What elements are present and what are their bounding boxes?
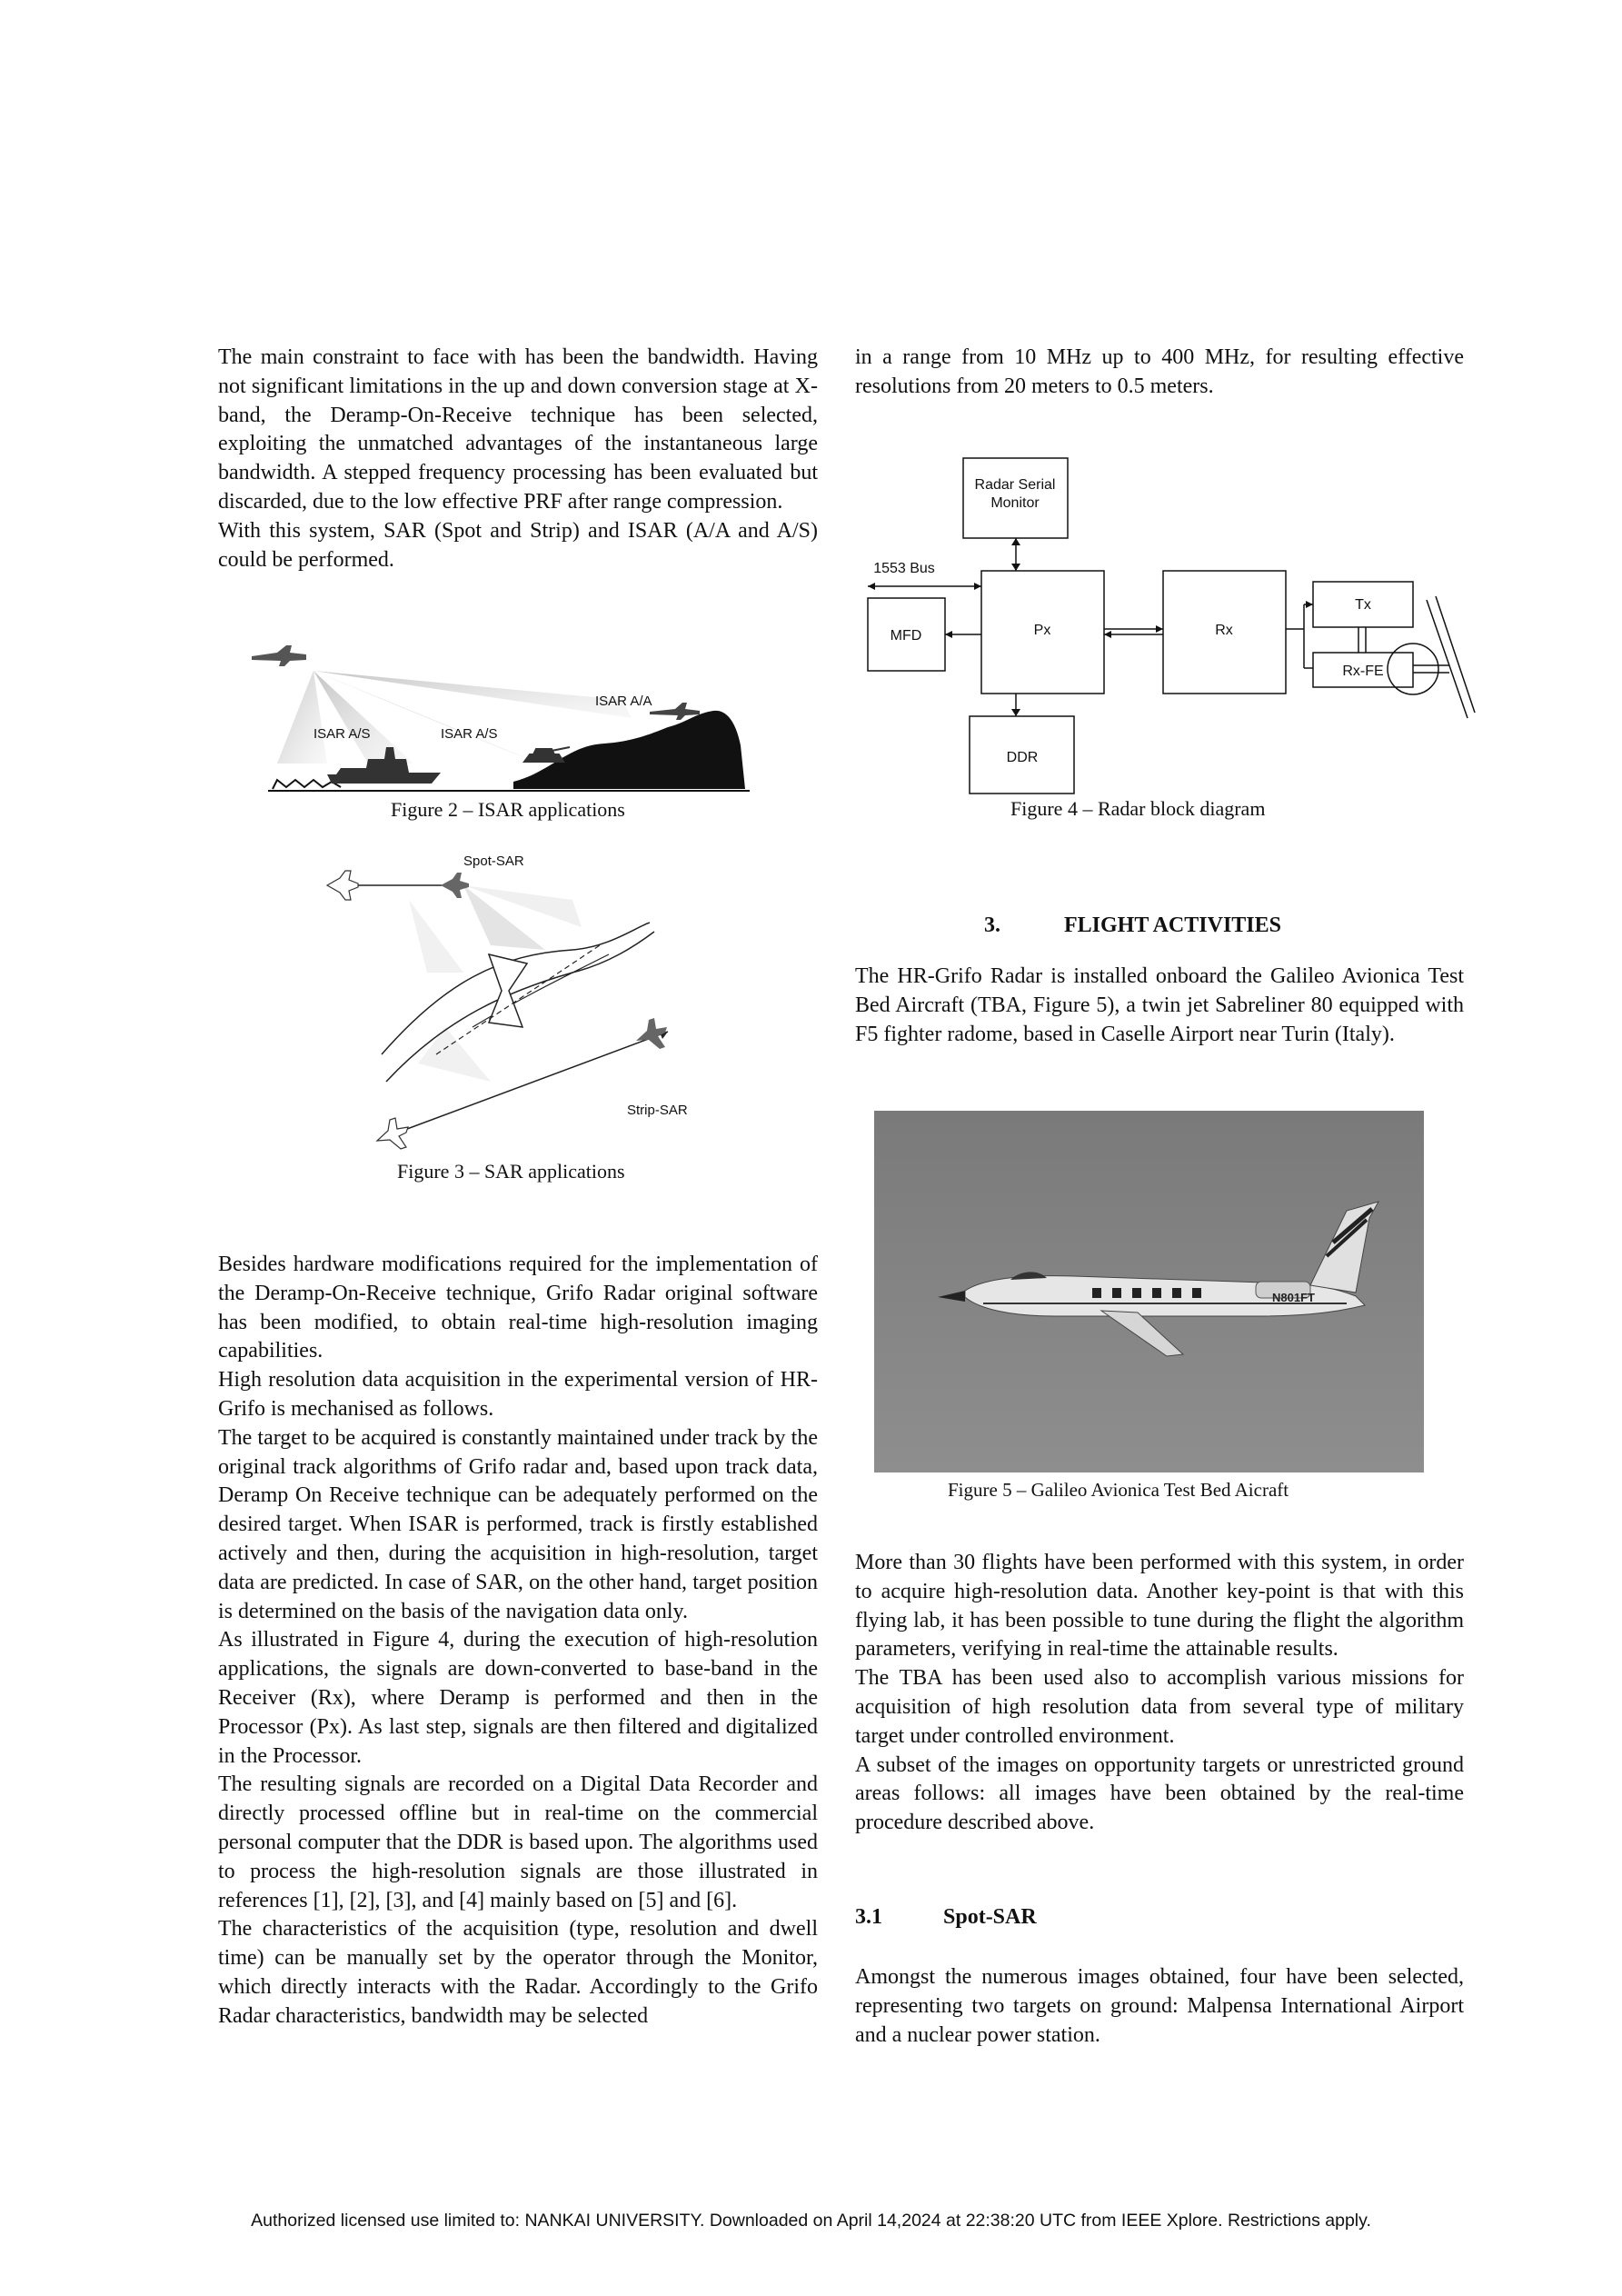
figure-4-radar-block-diagram xyxy=(868,454,1431,800)
paragraph: As illustrated in Figure 4, during the execution of high-resolution applications, the signals are down-converted to base-band in the Receiver (Rx), where Deramp is performed and then in the Processor (Px). As last step, signals are then filtered and digitalized in the Processor. xyxy=(218,1628,818,1768)
bus-label: 1553 Bus xyxy=(873,561,935,576)
block-label-rx-fe: Rx-FE xyxy=(1342,664,1384,679)
figure-3-sar-illustration xyxy=(309,845,709,1145)
paragraph: A subset of the images on opportunity targets or unrestricted ground areas follows: all images have been obtained by the real-time procedure described above. xyxy=(855,1752,1464,1835)
label-isar-as-tank: ISAR A/S xyxy=(441,726,498,742)
label-spot-sar: Spot-SAR xyxy=(463,854,524,869)
label-strip-sar: Strip-SAR xyxy=(627,1103,688,1118)
paragraph: High resolution data acquisition in the experimental version of HR-Grifo is mechanised as follows. xyxy=(218,1368,818,1421)
radar-beam xyxy=(409,900,463,973)
aircraft-icon xyxy=(252,645,306,666)
paragraph: The target to be acquired is constantly maintained under track by the original track algorithms of Grifo radar and, based upon track data, Deramp On Receive technique can be adequately performed on the desired target. When ISAR is performed, track is firstly established actively and then, during the acquisition in high-resolution, target data are predicted. In case of SAR, on the other hand, target position is determined on the basis of the navigation data only. xyxy=(218,1425,818,1623)
right-column-subsection-text xyxy=(855,1963,1464,2050)
radar-beam xyxy=(313,671,632,718)
label-isar-aa: ISAR A/A xyxy=(595,694,652,709)
label-isar-as-ship: ISAR A/S xyxy=(313,726,371,742)
figure-5-caption: Figure 5 – Galileo Avionica Test Bed Aicraft xyxy=(948,1479,1289,1501)
aircraft-icon xyxy=(650,703,700,720)
section-title: FLIGHT ACTIVITIES xyxy=(1064,913,1281,937)
figure-2-isar-illustration xyxy=(241,636,804,804)
block-label-monitor: Monitor xyxy=(990,495,1040,511)
paragraph: With this system, SAR (Spot and Strip) and ISAR (A/A and A/S) could be performed. xyxy=(218,518,818,572)
right-column-top-text xyxy=(855,344,1464,402)
license-footer: Authorized licensed use limited to: NANKAI UNIVERSITY. Downloaded on April 14,2024 at 22:38:20 UTC from IEEE Xplore. Restrictions apply. xyxy=(251,2211,1371,2231)
block-label-px: Px xyxy=(1033,623,1051,638)
aircraft-outline-icon xyxy=(377,1118,408,1149)
figure-5-aircraft-photo xyxy=(874,1111,1424,1472)
right-column-after-figure-text xyxy=(855,1549,1464,1838)
subsection-number: 3.1 xyxy=(855,1905,882,1929)
block-label-rx: Rx xyxy=(1215,623,1233,638)
figure-3-caption: Figure 3 – SAR applications xyxy=(397,1160,625,1183)
paragraph: More than 30 flights have been performed with this system, in order to acquire high-resolution data. Another key-point is that with this flying lab, it has been possible to tune during the flight the algorithm parameters, verifying in real-time the attainable results. xyxy=(855,1551,1464,1662)
tank-icon xyxy=(524,747,570,762)
paragraph: The HR-Grifo Radar is installed onboard the Galileo Avionica Test Bed Aircraft (TBA, Figure 5), a twin jet Sabreliner 80 equipped with F5 fighter radome, based in Caselle Airport near Turin (Italy). xyxy=(855,964,1464,1046)
paragraph: The characteristics of the acquisition (type, resolution and dwell time) can be manually set by the operator through the Monitor, which directly interacts with the Radar. Accordingly to the Grifo Radar characteristics, bandwidth may be selected xyxy=(218,1917,818,2028)
paragraph: The resulting signals are recorded on a Digital Data Recorder and directly processed offline but in real-time on the commercial personal computer that the DDR is based upon. The algorithms used to process the high-resolution signals are those illustrated in references [1], [2], [3], and [4] mainly based on [5] and [6]. xyxy=(218,1772,818,1912)
aircraft-icon xyxy=(636,1018,667,1049)
radar-beam xyxy=(418,1027,491,1082)
paragraph: The main constraint to face with has been the bandwidth. Having not significant limitations in the up and down conversion stage at X-band, the Deramp-On-Receive technique has been selected, exploiting the unmatched advantages of the instantaneous large bandwidth. A stepped frequency processing has been evaluated but discarded, due to the low effective PRF after range compression. xyxy=(218,345,818,514)
radar-beam xyxy=(277,671,327,764)
block-label-mfd: MFD xyxy=(890,628,922,644)
section-number: 3. xyxy=(984,913,1000,937)
figure-4-caption: Figure 4 – Radar block diagram xyxy=(1010,797,1266,820)
aircraft-outline-icon xyxy=(327,871,358,900)
aircraft-icon xyxy=(441,873,469,898)
block-label-ddr: DDR xyxy=(1006,750,1039,765)
right-column-section-text xyxy=(855,963,1464,1049)
paragraph: The TBA has been used also to accomplish various missions for acquisition of high resolution data from several type of military target under controlled environment. xyxy=(855,1666,1464,1748)
block-label-tx: Tx xyxy=(1355,597,1371,613)
radar-beam xyxy=(313,671,413,764)
section-heading xyxy=(984,913,1281,938)
subsection-title: Spot-SAR xyxy=(943,1905,1037,1929)
figure-2-caption: Figure 2 – ISAR applications xyxy=(391,798,625,821)
subsection-heading xyxy=(855,1905,1037,1930)
spot-area xyxy=(489,954,527,1027)
paragraph: Amongst the numerous images obtained, four have been selected, representing two targets on ground: Malpensa International Airport and a nuclear power station. xyxy=(855,1965,1464,2047)
tail-marking: N801FT xyxy=(1272,1291,1315,1304)
left-column-top-text xyxy=(218,344,818,574)
left-column-bottom-text xyxy=(218,1251,818,2031)
paragraph: in a range from 10 MHz up to 400 MHz, for resulting effective resolutions from 20 meters to 0.5 meters. xyxy=(855,345,1464,398)
paragraph: Besides hardware modifications required for the implementation of the Deramp-On-Receive technique, Grifo Radar original software has been modified, to obtain real-time high-resolution imaging capabilities. xyxy=(218,1253,818,1363)
block-label-radar-serial: Radar Serial xyxy=(974,477,1056,493)
